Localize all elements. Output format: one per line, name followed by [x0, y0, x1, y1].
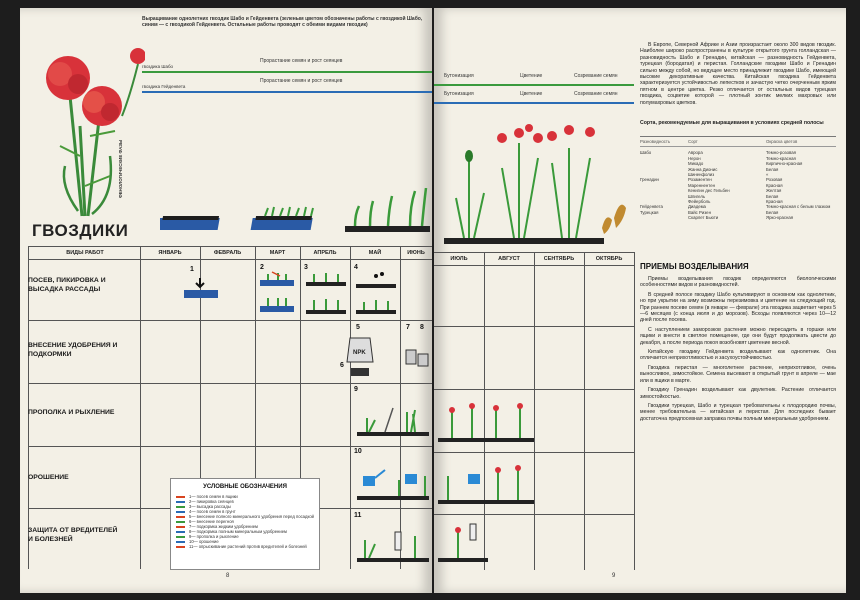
month-header: АПРЕЛЬ [313, 250, 337, 256]
phase-row-stage: Прорастание семян и рост сеянцев [260, 78, 343, 84]
month-header: ИЮЛЬ [450, 256, 468, 262]
step-number: 7 [406, 324, 410, 331]
step-number: 3 [304, 264, 308, 271]
legend-item: 9— прополка и рыхление [171, 534, 319, 539]
step-number: 9 [354, 386, 358, 393]
intro-caption: Выращивание однолетних гвоздик Шабо и Гейденвета (зеленым цветом обозначены работы с гвоздикой Шабо, синим — с гвоздикой Гейденвета. Остальные работы проводят с обеими видами гвоздик) [142, 16, 423, 28]
legend-box [170, 478, 320, 570]
legend-item: 7— подкормка жидким удобрением [171, 524, 319, 529]
liquid-fertilizer-icon [404, 344, 430, 372]
step-number: 1 [190, 266, 194, 273]
legend-item: 8— подкормка полным минеральным удобрением [171, 529, 319, 534]
variety-group: Турецкая Вайс Ризен Скарлет Бьюти Белая Ярко-красная [640, 209, 794, 221]
month-header: МАРТ [269, 250, 286, 256]
month-header: ИЮНЬ [407, 250, 425, 256]
month-header: СЕНТЯБРЬ [543, 256, 575, 262]
legend-item: 10— орошение [171, 539, 319, 544]
direct-sowing-icon [354, 270, 398, 318]
planting-out-icon [304, 270, 348, 318]
variety-group: Шабо Аврора Нерон Микадо Жанна Дионис Шиненфолиз Темно-розовая Темно-красная Кирпично-красная Белая « [640, 150, 803, 178]
row-label-weeding: ПРОПОЛКА И РЫХЛЕНИЕ [28, 409, 115, 416]
watering-can-icon [355, 458, 432, 504]
step-number: 10 [354, 448, 362, 455]
step-number: 8 [420, 324, 424, 331]
month-header: ФЕВРАЛЬ [213, 250, 242, 256]
work-types-header: ВИДЫ РАБОТ [66, 250, 104, 256]
variety-group: Гейденвета Диадема Темно-красная с белым глазком [640, 204, 831, 210]
row-label-watering: ОРОШЕНИЕ [28, 474, 69, 481]
intro-text: В Европе, Северной Африке и Азии произрастает около 300 видов гвоздик. Наиболее широко распространены в культуре открытого грунта голландская — разновидность Шабо и Гренадин, китайская — разновидность Гейденвета, турецкая (бородатая) и перистая. Голландские гвоздики Шабо и Гренадин сильно между собой, но ведущее место принадлежит гвоздике Шабо, имеющей высокие декоративные качества. Китайская гвоздика Гейденвета характеризуется устойчивостью лепестков и зачастую четко очерченным ярким пятном в центре цветка. Резко отличается от остальных видов турецкая гвоздика, соцветие которой — плотный зонтик мелких махровых или полумахровых цветков. [640, 42, 836, 106]
month-header: ОКТЯБРЬ [595, 256, 623, 262]
seedling-illustrations [160, 188, 432, 238]
variety-group: Гренадин Розаментен Мареннентен Кенигин дес Гельбен Шпигель Фейерболь Розовая Красная Желтая Белая Красная [640, 177, 783, 205]
weeding-icon [355, 396, 432, 442]
row-label-protection: ЗАЩИТА ОТ ВРЕДИТЕЛЕЙ И БОЛЕЗНЕЙ [28, 527, 118, 543]
legend-item: 4— посев семян в грунт [171, 509, 319, 514]
legend-item: 11— опрыскивание растений против вредителей и болезней [171, 544, 319, 549]
variety-header: Сорт [688, 139, 698, 144]
legend-item: 2— пикировка сеянцев [171, 499, 319, 504]
fertilizer-bag-icon [345, 336, 375, 380]
phase-row-name: гвоздика Шабо [142, 64, 174, 69]
phase-label-seed: Созревание семян [574, 73, 618, 79]
phases-vertical-label: ФЕНОЛОГИЧЕСКИЕ ФАЗЫ [118, 139, 123, 198]
legend-item: 6— внесение перегноя [171, 519, 319, 524]
pricking-out-icon [258, 270, 298, 318]
spraying-plants-icon [438, 520, 488, 568]
phase-row-stage: Прорастание семян и рост сеянцев [260, 58, 343, 64]
legend-item: 3— высадка рассады [171, 504, 319, 509]
row-label-fertilizer: ВНЕСЕНИЕ УДОБРЕНИЯ И ПОДКОРМКИ [28, 342, 118, 358]
heddewig-timeline [142, 91, 432, 93]
step-number: 5 [356, 324, 360, 331]
phase-row-name: гвоздика Гейденвета [142, 84, 186, 89]
heddewig-phase-line [434, 102, 634, 104]
npk-label: NPK [353, 350, 366, 356]
page-number: 9 [612, 573, 616, 579]
month-header: ЯНВАРЬ [158, 250, 182, 256]
left-page [20, 8, 432, 593]
phase-label-seed: Созревание семян [574, 91, 618, 97]
methods-text: Приемы возделывания гвоздик определяются биологическими особенностями видов и разновидностей. В средней полосе гвоздику Шабо культивируют в основном как однолетник, но при укрытии на зиму возможны перезимовка и цветение на следующий год. При раннем посеве семян (в январе — феврале) эта гвоздика зацветает через 5—6 месяцев (с конца июля и до морозов). Всходы появляются через 10—12 дней после посева. С наступлением заморозков растения можно пересадить в горшки или ящики и внести в светлое помещение, где они будут продолжать цвести до декабря, а после периода покоя возобновят цветение весной. Китайскую гвоздику Гейденвета возделывают как однолетник. Она отличается неприхотливостью и засухоустойчивостью. Гвоздика перистая — многолетнее растение, неприхотливое, очень выносливое, зимостойкое. Семена высевают в открытый грунт в апреле — мае или в ящики в марте. Гвоздику Гренадин возделывают как двулетник. Растение отличается зимостойкостью. Гвоздики турецкая, Шабо и турецкая требовательны к плодородию почвы, менее требовательна — китайская и перистая. Для последних бывает достаточна предпосевная заправка почвы полным минеральным удобрением. [640, 276, 836, 422]
legend-item: 1— посев семян в ящики [171, 494, 319, 499]
step-number: 6 [340, 362, 344, 369]
legend-item: 5— внесение полного минерального удобрения перед посадкой [171, 514, 319, 519]
variety-header: Окраска цветов [766, 139, 798, 144]
flowering-plants-illustration [444, 118, 634, 248]
month-header: МАЙ [368, 250, 382, 256]
phase-label-flowering: Цветение [520, 91, 543, 97]
right-page [434, 8, 846, 593]
shabo-phase-line [434, 84, 634, 86]
phase-label-flowering: Цветение [520, 73, 543, 79]
sowing-box-icon [182, 278, 222, 300]
phase-label-budding: Бутонизация [444, 73, 474, 79]
methods-title: ПРИЕМЫ ВОЗДЕЛЫВАНИЯ [640, 262, 749, 271]
variety-table-title: Сорта, рекомендуемые для выращивания в условиях средней полосы [640, 120, 824, 126]
variety-header: Разновидность [640, 139, 671, 144]
month-header: АВГУСТ [498, 256, 520, 262]
step-number: 4 [354, 264, 358, 271]
step-number: 11 [354, 512, 362, 519]
phase-label-budding: Бутонизация [444, 91, 474, 97]
weeding-plants-icon [438, 394, 534, 450]
legend-title: УСЛОВНЫЕ ОБОЗНАЧЕНИЯ [203, 484, 287, 490]
variety-table [640, 139, 836, 221]
step-number: 2 [260, 264, 264, 271]
sprayer-icon [355, 520, 432, 566]
page-number: 8 [226, 573, 230, 579]
row-label-sowing: ПОСЕВ, ПИКИРОВКА И ВЫСАДКА РАССАДЫ [28, 277, 106, 293]
watering-plants-icon [438, 458, 534, 510]
page-title: ГВОЗДИКИ [32, 221, 129, 240]
shabo-timeline [142, 71, 432, 73]
